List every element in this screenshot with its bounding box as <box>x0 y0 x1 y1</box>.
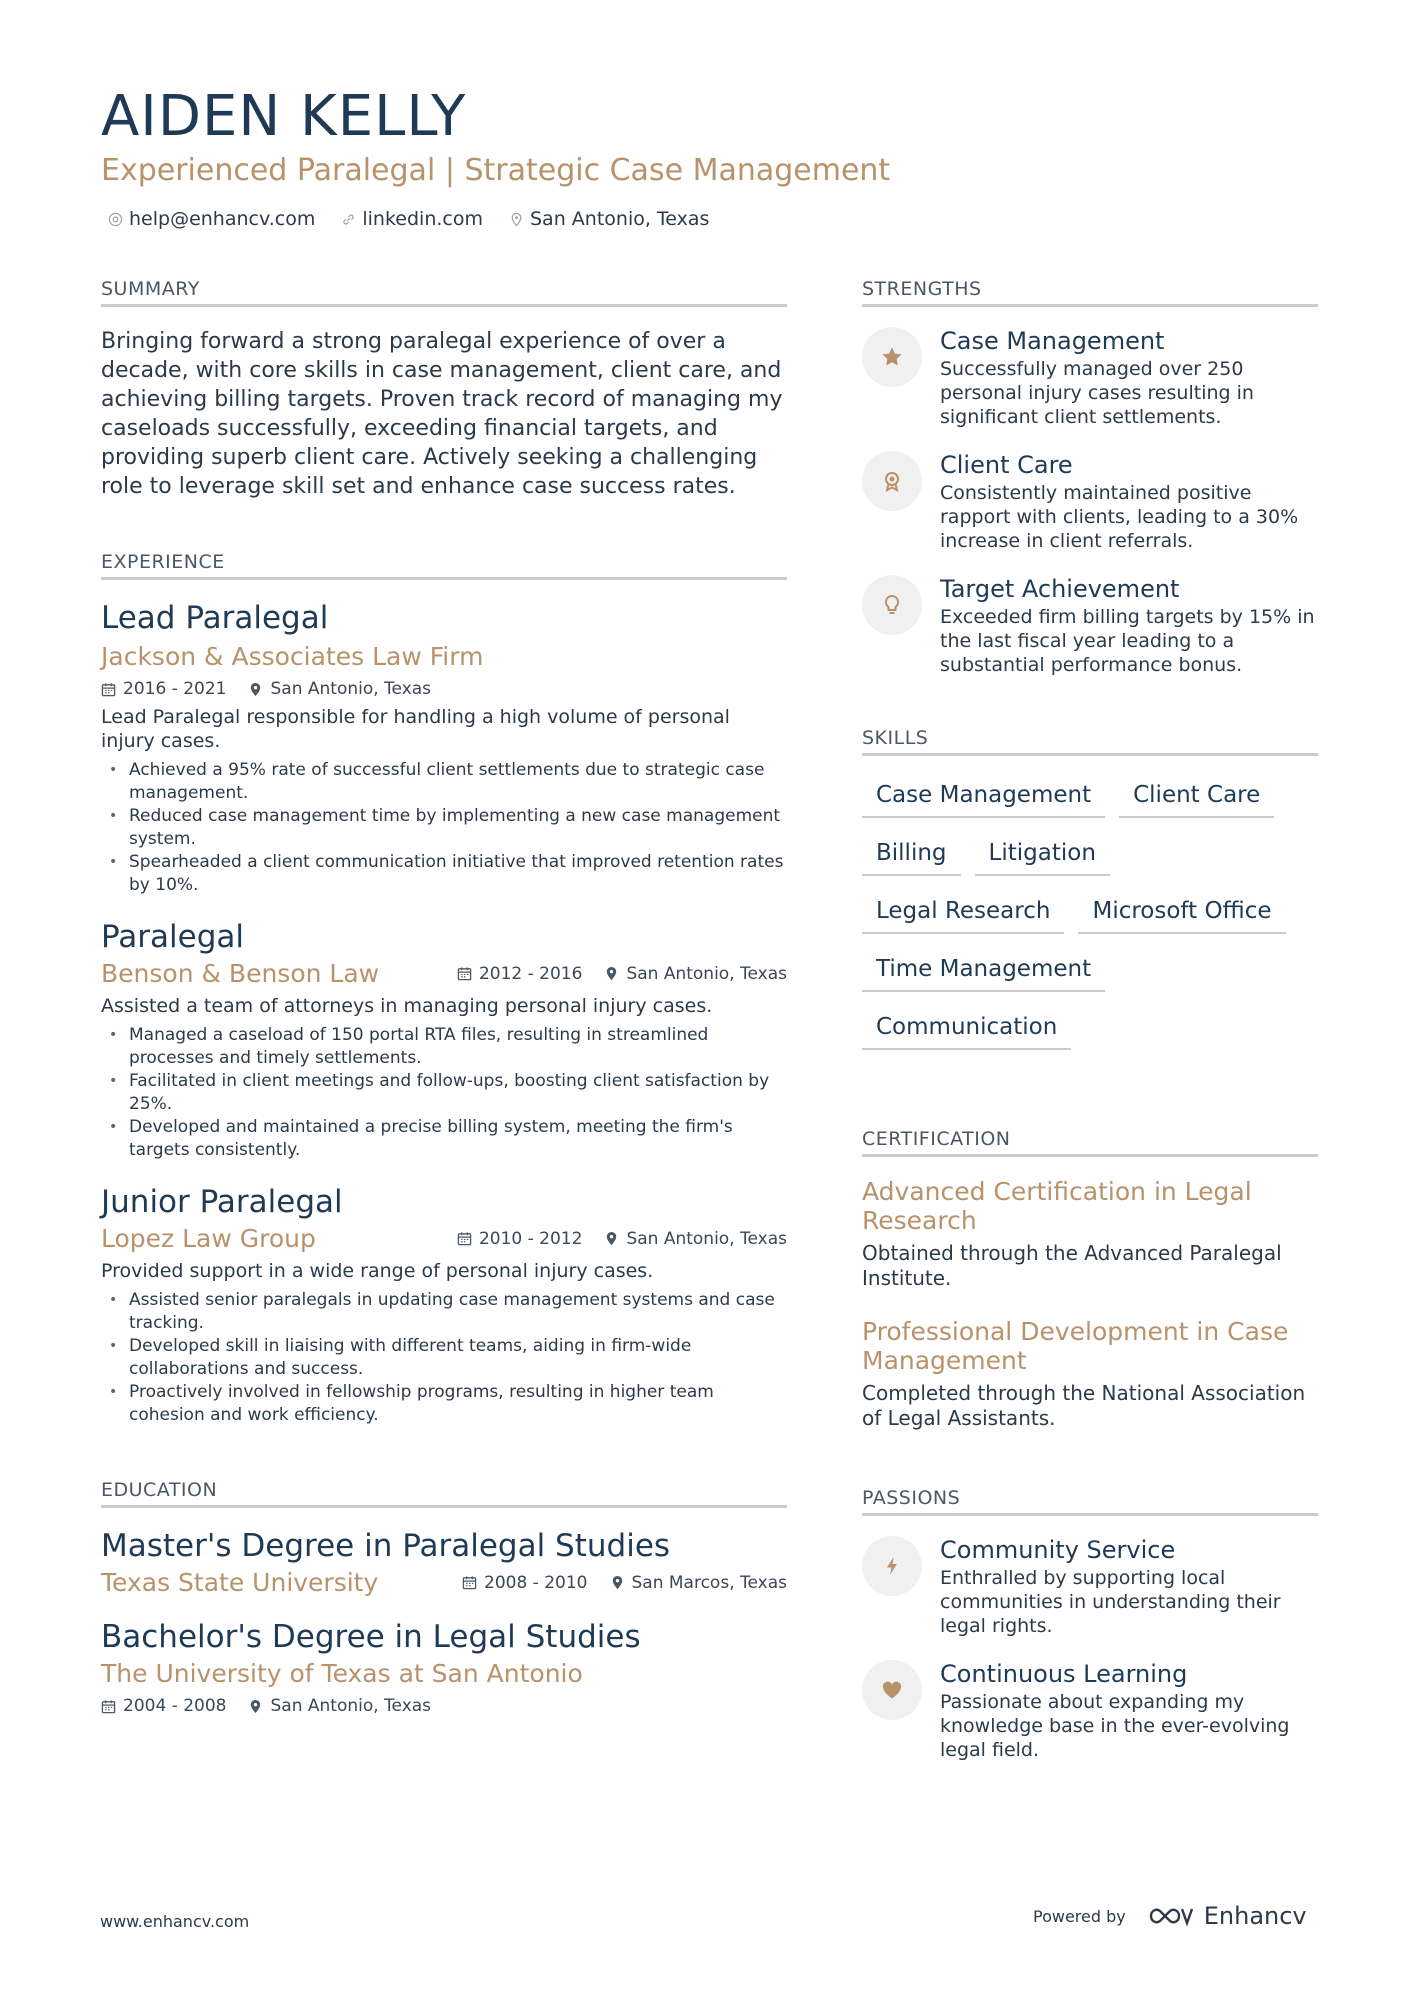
education-meta <box>101 1696 787 1716</box>
company-name: Jackson & Associates Law Firm <box>101 642 484 671</box>
education-dates <box>462 1573 587 1593</box>
school-name: The University of Texas at San Antonio <box>101 1659 583 1688</box>
job-title: Junior Paralegal <box>101 1184 343 1220</box>
strength-body <box>940 327 1318 429</box>
certification-title: Professional Development in Case Management <box>862 1317 1289 1375</box>
job-title: Paralegal <box>101 919 245 955</box>
degree-title: Master's Degree in Paralegal Studies <box>101 1528 671 1564</box>
strength-title: Case Management <box>940 327 1165 355</box>
calendar-icon <box>101 682 116 697</box>
education-dates <box>101 1696 226 1716</box>
experience-heading: EXPERIENCE <box>101 551 787 580</box>
passion-title: Continuous Learning <box>940 1660 1188 1688</box>
experience-entry <box>101 919 787 1162</box>
skills-list <box>862 770 1318 1060</box>
skill-tag: Communication <box>862 1002 1071 1050</box>
strength-desc: Consistently maintained positive rapport with clients, leading to a 30% increase in client referrals. <box>940 482 1299 552</box>
education-location <box>610 1573 788 1593</box>
strength-icon-badge <box>862 451 922 511</box>
bullet-item: • Developed skill in liaising with different teams, aiding in firm-wide collaborations and success. <box>101 1335 787 1381</box>
company-name: Lopez Law Group <box>101 1224 316 1253</box>
at-icon <box>108 212 123 227</box>
skill-tag: Microsoft Office <box>1078 886 1285 934</box>
job-meta <box>101 679 787 699</box>
location-pin-icon <box>610 1575 625 1590</box>
bullet-item: • Reduced case management time by implementing a new case management system. <box>101 805 787 851</box>
candidate-headline: Experienced Paralegal | Strategic Case Management <box>101 153 891 188</box>
education-meta <box>462 1573 787 1593</box>
strength-icon-badge <box>862 575 922 635</box>
award-icon <box>880 469 904 493</box>
skill-tag: Time Management <box>862 944 1105 992</box>
skill-tag: Client Care <box>1119 770 1274 818</box>
bullet-item: • Spearheaded a client communication initiative that improved retention rates by 10%. <box>101 851 787 897</box>
calendar-icon <box>457 1231 472 1246</box>
certification-title: Advanced Certification in Legal Research <box>862 1177 1252 1235</box>
strength-desc: Successfully managed over 250 personal injury cases resulting in significant client settlements. <box>940 358 1254 428</box>
skill-tag: Billing <box>862 828 961 876</box>
job-title: Lead Paralegal <box>101 600 329 636</box>
passion-item <box>862 1536 1318 1638</box>
brand-logo[interactable] <box>1148 1902 1307 1930</box>
company-row <box>101 959 787 988</box>
job-bullets <box>101 1289 787 1427</box>
education-heading: EDUCATION <box>101 1479 787 1508</box>
job-location <box>248 679 431 699</box>
location-pin-icon <box>604 1231 619 1246</box>
education-entry <box>101 1619 787 1716</box>
strength-body <box>940 451 1318 553</box>
enhancv-logo-icon <box>1148 1904 1194 1928</box>
bullet-item: • Assisted senior paralegals in updating case management systems and case tracking. <box>101 1289 787 1335</box>
school-name: Texas State University <box>101 1568 379 1597</box>
passion-icon-badge <box>862 1660 922 1720</box>
dates-text: 2004 - 2008 <box>123 1696 227 1716</box>
school-row <box>101 1568 787 1597</box>
location-text: San Antonio, Texas <box>530 208 710 230</box>
job-description: Provided support in a wide range of personal injury cases. <box>101 1260 654 1282</box>
bullet-item: • Developed and maintained a precise billing system, meeting the firm's targets consistently. <box>101 1116 787 1162</box>
job-bullets <box>101 1024 787 1162</box>
location-text: San Marcos, Texas <box>631 1572 787 1593</box>
experience-entry <box>101 600 787 897</box>
education-location <box>248 1696 431 1716</box>
passion-item <box>862 1660 1318 1762</box>
bullet-item: • Managed a caseload of 150 portal RTA files, resulting in streamlined processes and timely settlements. <box>101 1024 787 1070</box>
location-pin-icon <box>509 212 524 227</box>
job-dates <box>101 679 226 699</box>
bullet-item: • Achieved a 95% rate of successful client settlements due to strategic case management. <box>101 759 787 805</box>
strength-item <box>862 451 1318 553</box>
company-row <box>101 1224 787 1253</box>
job-description: Assisted a team of attorneys in managing personal injury cases. <box>101 995 713 1017</box>
link-icon <box>341 212 356 227</box>
heart-icon <box>880 1678 904 1702</box>
summary-text: Bringing forward a strong paralegal experience of over a decade, with core skills in case management, client care, and achieving billing targets. Proven track record of managing my caseloads successfully, exceeding financial targets, and providing superb client care. Actively seeking a challenging role to leverage skill set and enhance case success rates. <box>101 329 783 499</box>
lightbulb-icon <box>880 593 904 617</box>
skill-tag: Legal Research <box>862 886 1064 934</box>
strength-icon-badge <box>862 327 922 387</box>
location-text: San Antonio, Texas <box>626 963 787 984</box>
calendar-icon <box>457 966 472 981</box>
certification-desc: Obtained through the Advanced Paralegal Institute. <box>862 1241 1282 1290</box>
dates-text: 2012 - 2016 <box>478 963 583 984</box>
passion-desc: Passionate about expanding my knowledge base in the ever-evolving legal field. <box>940 1691 1290 1761</box>
education-entry <box>101 1528 787 1597</box>
calendar-icon <box>462 1575 477 1590</box>
powered-by-text: Powered by <box>1033 1906 1126 1926</box>
job-description: Lead Paralegal responsible for handling a high volume of personal injury cases. <box>101 706 730 752</box>
location-text: San Antonio, Texas <box>270 1696 432 1716</box>
bullet-item: • Facilitated in client meetings and follow-ups, boosting client satisfaction by 25%. <box>101 1070 787 1116</box>
passion-body <box>940 1660 1318 1762</box>
certification-item <box>862 1317 1318 1431</box>
dates-text: 2016 - 2021 <box>123 679 227 699</box>
passions-heading: PASSIONS <box>862 1487 1318 1516</box>
contact-row <box>108 208 709 230</box>
job-meta <box>457 964 787 984</box>
passion-desc: Enthralled by supporting local communities in understanding their legal rights. <box>940 1567 1281 1637</box>
degree-title: Bachelor's Degree in Legal Studies <box>101 1619 641 1655</box>
contact-location <box>509 208 709 230</box>
job-dates <box>457 964 582 984</box>
bullet-item: • Proactively involved in fellowship programs, resulting in higher team cohesion and work efficiency. <box>101 1381 787 1427</box>
strength-title: Target Achievement <box>940 575 1180 603</box>
strength-body <box>940 575 1318 677</box>
footer-branding <box>1033 1902 1307 1930</box>
experience-entry <box>101 1184 787 1427</box>
contact-linkedin[interactable] <box>341 208 483 230</box>
calendar-icon <box>101 1699 116 1714</box>
bolt-icon <box>880 1554 904 1578</box>
skills-heading: SKILLS <box>862 727 1318 756</box>
skill-tag: Litigation <box>975 828 1110 876</box>
location-pin-icon <box>248 682 263 697</box>
job-location <box>604 1229 787 1249</box>
email-text: help@enhancv.com <box>129 208 316 230</box>
strengths-heading: STRENGTHS <box>862 278 1318 307</box>
certification-item <box>862 1177 1318 1291</box>
passion-icon-badge <box>862 1536 922 1596</box>
job-location <box>604 964 787 984</box>
dates-text: 2008 - 2010 <box>484 1572 588 1593</box>
location-text: San Antonio, Texas <box>270 679 432 699</box>
location-pin-icon <box>248 1699 263 1714</box>
right-column <box>862 278 1318 1762</box>
footer-website[interactable]: www.enhancv.com <box>100 1912 250 1931</box>
summary-heading: SUMMARY <box>101 278 787 307</box>
job-bullets <box>101 759 787 897</box>
location-text: San Antonio, Texas <box>626 1228 787 1249</box>
left-column <box>101 278 787 1716</box>
job-dates <box>457 1229 582 1249</box>
company-name: Benson & Benson Law <box>101 959 380 988</box>
strength-title: Client Care <box>940 451 1073 479</box>
strength-desc: Exceeded firm billing targets by 15% in the last fiscal year leading to a substantial performance bonus. <box>940 606 1315 676</box>
dates-text: 2010 - 2012 <box>478 1228 583 1249</box>
job-meta <box>457 1229 787 1249</box>
strength-item <box>862 575 1318 677</box>
brand-name: Enhancv <box>1203 1902 1307 1930</box>
passion-body <box>940 1536 1318 1638</box>
passion-title: Community Service <box>940 1536 1176 1564</box>
certification-desc: Completed through the National Association of Legal Assistants. <box>862 1381 1306 1430</box>
location-pin-icon <box>604 966 619 981</box>
linkedin-text: linkedin.com <box>362 208 483 230</box>
strength-item <box>862 327 1318 429</box>
certification-heading: CERTIFICATION <box>862 1128 1318 1157</box>
star-icon <box>880 345 904 369</box>
candidate-name: AIDEN KELLY <box>101 84 467 149</box>
contact-email[interactable] <box>108 208 315 230</box>
skill-tag: Case Management <box>862 770 1105 818</box>
